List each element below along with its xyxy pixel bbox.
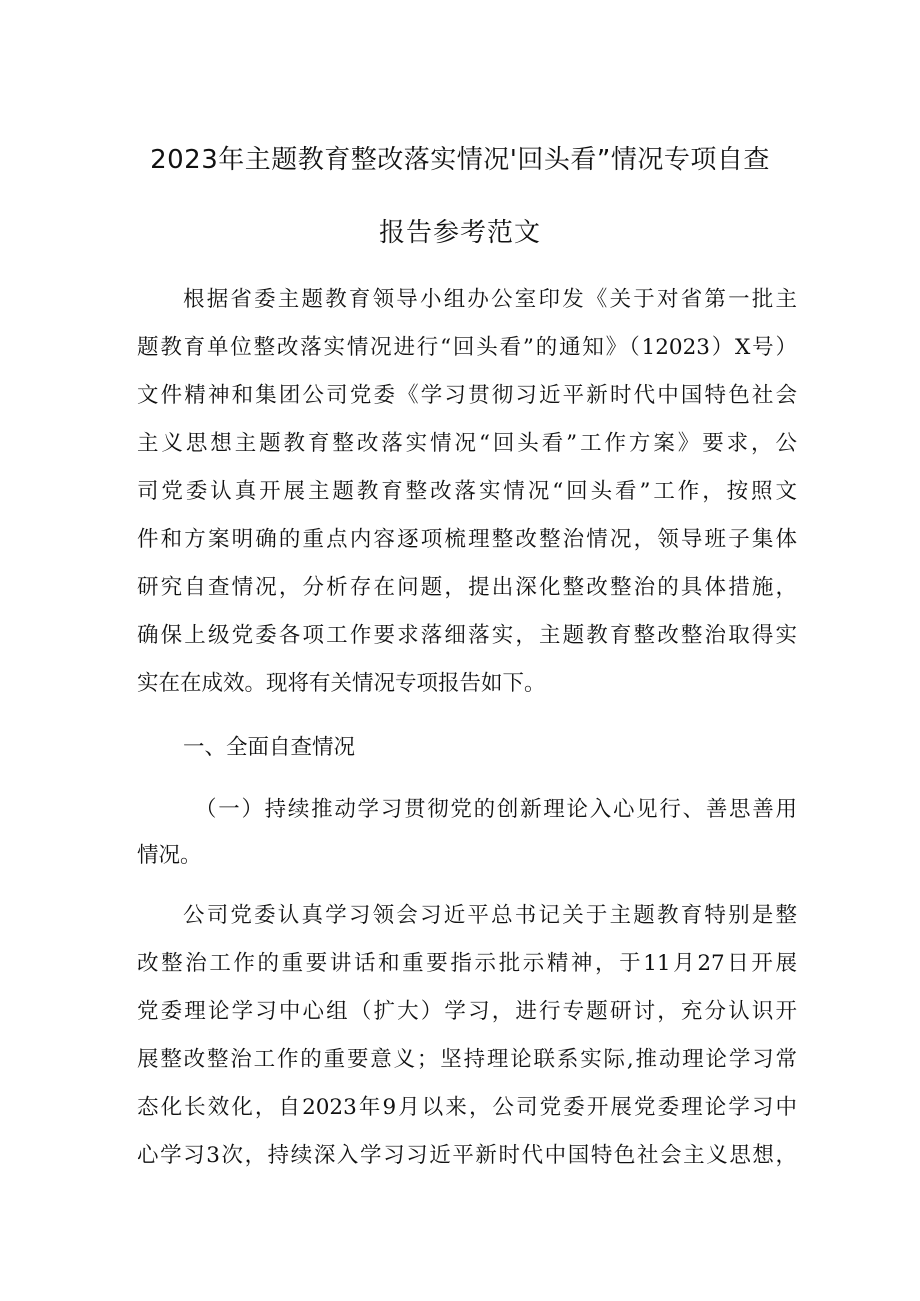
paragraph-line: 题教育单位整改落实情况进行“回头看”的通知》（12023）X号） (137, 335, 797, 360)
paragraph-line: 党委理论学习中心组（扩大）学习，进行专题研讨，充分认识开 (137, 999, 797, 1024)
subsection-heading-line: （一）持续推动学习贯彻党的创新理论入心见行、善思善用 (195, 797, 797, 822)
paragraph-line: 件和方案明确的重点内容逐项梳理整改整治情况，领导班子集体 (137, 527, 797, 552)
document-title-line-1: 2023年主题教育整改落实情况'回头看”情况专项自查 (150, 145, 770, 175)
paragraph-line: 司党委认真开展主题教育整改落实情况“回头看”工作，按照文 (137, 479, 797, 504)
subsection-heading-line: 情况。 (137, 843, 202, 868)
document-title-line-2: 报告参考范文 (378, 218, 541, 248)
paragraph-line: 心学习3次，持续深入学习习近平新时代中国特色社会主义思想， (137, 1143, 797, 1168)
paragraph-line: 研究自查情况，分析存在问题，提出深化整改整治的具体措施， (137, 575, 797, 600)
paragraph-line: 主义思想主题教育整改落实情况“回头看”工作方案》要求，公 (137, 431, 797, 456)
paragraph-line: 改整治工作的重要讲话和重要指示批示精神，于11月27日开展 (137, 951, 797, 976)
paragraph-line: 展整改整治工作的重要意义；坚持理论联系实际,推动理论学习常 (137, 1047, 797, 1072)
paragraph-line: 实在在成效。现将有关情况专项报告如下。 (137, 671, 546, 696)
paragraph-line: 态化长效化，自2023年9月以来，公司党委开展党委理论学习中 (137, 1095, 797, 1120)
paragraph-line: 确保上级党委各项工作要求落细落实，主题教育整改整治取得实 (137, 623, 797, 648)
paragraph-line: 文件精神和集团公司党委《学习贯彻习近平新时代中国特色社会 (137, 383, 797, 408)
paragraph-line: 根据省委主题教育领导小组办公室印发《关于对省第一批主 (183, 287, 797, 312)
section-heading: 一、全面自查情况 (183, 735, 356, 760)
paragraph-line: 公司党委认真学习领会习近平总书记关于主题教育特别是整 (183, 903, 797, 928)
